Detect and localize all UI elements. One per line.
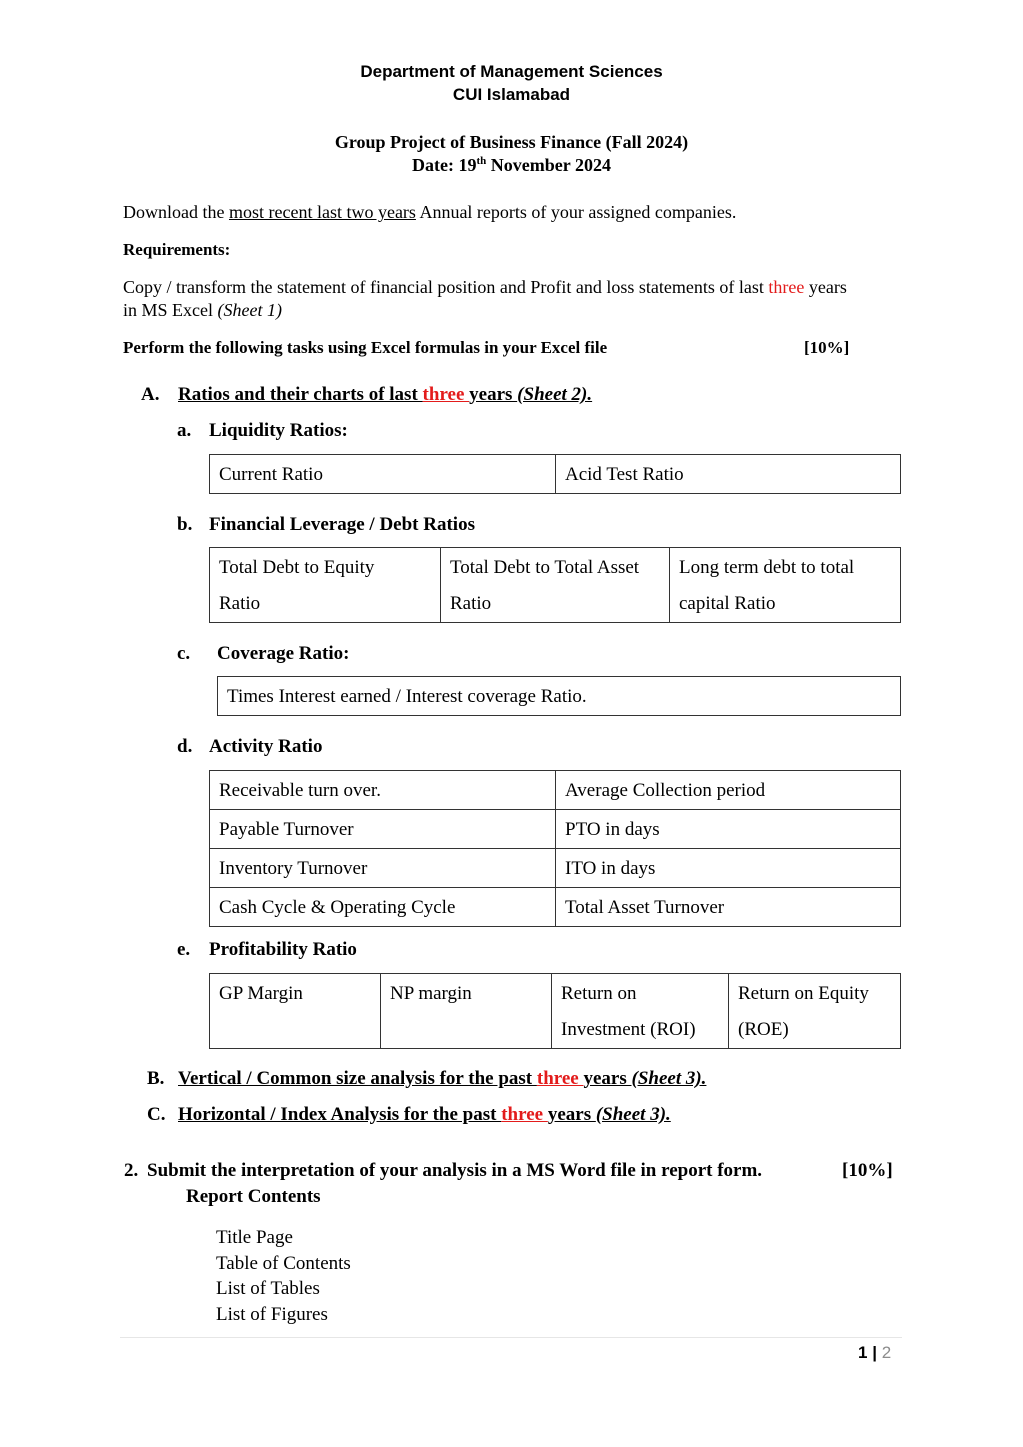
section-c-title-red: three	[501, 1104, 548, 1125]
list-item: Table of Contents	[216, 1252, 351, 1274]
section-c-title-mid: years	[547, 1104, 596, 1125]
table-row	[210, 810, 901, 849]
table-cell	[552, 974, 729, 1049]
table-row	[210, 974, 901, 1049]
liquidity-ratios-table	[209, 454, 901, 494]
section-b-title-italic: (Sheet 3).	[631, 1068, 707, 1089]
subsection-a-letter: a.	[177, 420, 192, 441]
subsection-b-title: Financial Leverage / Debt Ratios	[209, 514, 475, 535]
copy-line1-red: three	[768, 277, 805, 297]
subsection-e-title: Profitability Ratio	[209, 939, 357, 960]
table-cell	[729, 974, 901, 1049]
project-date	[0, 155, 1023, 176]
table-row	[210, 771, 901, 810]
cell-line: Total Debt to Total Asset	[450, 557, 640, 578]
copy-instruction-line2	[123, 300, 282, 321]
subsection-b-letter: b.	[177, 514, 193, 535]
section-a-title-red: three	[422, 384, 470, 405]
table-cell: Current Ratio	[210, 455, 556, 494]
date-suffix: November 2024	[486, 155, 611, 175]
copy-instruction-line1	[123, 277, 847, 298]
section-a-title-italic: (Sheet 2).	[517, 384, 593, 405]
activity-ratios-table	[209, 770, 901, 927]
debt-ratios-table	[209, 547, 901, 623]
cell-line: (ROE)	[738, 1019, 789, 1040]
download-underlined: most recent last two years	[228, 202, 416, 222]
section-a-title-prefix: Ratios and their charts of last	[178, 384, 423, 405]
table-cell	[210, 548, 441, 623]
table-row	[210, 849, 901, 888]
coverage-ratio-table	[217, 676, 901, 716]
section-b-title-red: three	[536, 1068, 584, 1089]
table-cell: Times Interest earned / Interest coverage Ratio.	[218, 677, 901, 716]
cell-line: Return on Equity	[738, 983, 869, 1004]
cell-line	[390, 1012, 542, 1048]
page-total: 2	[881, 1343, 892, 1362]
profitability-ratios-table	[209, 973, 901, 1049]
section-2-title: Submit the interpretation of your analysis in a MS Word file in report form.	[147, 1160, 763, 1181]
page-number	[858, 1343, 891, 1363]
cell-line: NP margin	[390, 983, 472, 1004]
subsection-c-letter: c.	[177, 643, 191, 664]
perform-instruction: Perform the following tasks using Excel formulas in your Excel file	[123, 338, 608, 357]
institution-heading: CUI Islamabad	[452, 85, 571, 104]
copy-line2-italic: (Sheet 1)	[217, 300, 282, 320]
section-a-title-mid: years	[469, 384, 518, 405]
report-contents-list	[216, 1225, 351, 1327]
download-instruction	[123, 202, 736, 223]
download-prefix: Download the	[123, 202, 229, 222]
table-cell	[381, 974, 552, 1049]
section-c-title	[178, 1104, 671, 1126]
date-prefix: Date: 19	[412, 155, 477, 175]
cell-line: Total Debt to Equity	[219, 557, 375, 578]
subsection-c-title: Coverage Ratio:	[217, 643, 350, 664]
copy-line1-suffix: years	[804, 277, 847, 297]
subsection-d-letter: d.	[177, 736, 193, 757]
table-cell: ITO in days	[556, 849, 901, 888]
list-item: List of Tables	[216, 1278, 320, 1299]
perform-weight: [10%]	[804, 338, 850, 357]
download-suffix: Annual reports of your assigned companies.	[415, 202, 737, 222]
section-b-title-prefix: Vertical / Common size analysis for the past	[178, 1068, 537, 1089]
section-2-weight: [10%]	[842, 1160, 893, 1181]
cell-line	[219, 1012, 371, 1048]
cell-line: Ratio	[450, 593, 492, 614]
date-superscript: th	[476, 155, 487, 167]
list-item: List of Figures	[216, 1303, 328, 1325]
section-b-title	[178, 1068, 706, 1090]
cell-line: Investment (ROI)	[561, 1019, 696, 1040]
table-cell	[441, 548, 670, 623]
subsection-d-title: Activity Ratio	[209, 736, 323, 757]
table-row	[210, 455, 901, 494]
project-title: Group Project of Business Finance (Fall 2024)	[334, 132, 689, 152]
section-b-letter: B.	[147, 1068, 165, 1089]
section-c-title-italic: (Sheet 3).	[595, 1104, 671, 1125]
table-row	[210, 548, 901, 623]
table-cell: Inventory Turnover	[210, 849, 556, 888]
list-item: Title Page	[216, 1227, 293, 1248]
department-heading: Department of Management Sciences	[360, 62, 663, 81]
cell-line: Return on	[561, 983, 637, 1004]
table-cell: Average Collection period	[556, 771, 901, 810]
subsection-e-letter: e.	[177, 939, 191, 960]
table-cell	[670, 548, 901, 623]
section-a-letter: A.	[141, 384, 160, 405]
cell-line: GP Margin	[219, 983, 303, 1004]
table-row	[218, 677, 901, 716]
table-row	[210, 888, 901, 927]
subsection-a-title: Liquidity Ratios:	[209, 420, 348, 441]
cell-line: Ratio	[219, 593, 261, 614]
cell-line: capital Ratio	[679, 593, 776, 614]
section-b-title-mid: years	[583, 1068, 632, 1089]
section-c-letter: C.	[147, 1104, 166, 1125]
page-separator: |	[872, 1343, 877, 1362]
copy-line2-prefix: in MS Excel	[123, 300, 218, 320]
footer-divider	[120, 1337, 902, 1338]
copy-line1-prefix: Copy / transform the statement of financial position and Profit and loss statements of last	[123, 277, 769, 297]
table-cell	[210, 974, 381, 1049]
table-cell: Payable Turnover	[210, 810, 556, 849]
table-cell: Receivable turn over.	[210, 771, 556, 810]
table-cell: Total Asset Turnover	[556, 888, 901, 927]
page-current: 1	[858, 1343, 868, 1362]
report-contents-label: Report Contents	[186, 1186, 321, 1207]
section-a-title	[178, 384, 592, 406]
section-c-title-prefix: Horizontal / Index Analysis for the past	[178, 1104, 502, 1125]
cell-line: Long term debt to total	[679, 557, 855, 578]
section-2-number: 2.	[124, 1160, 139, 1181]
requirements-label: Requirements:	[123, 240, 231, 259]
table-cell: Cash Cycle & Operating Cycle	[210, 888, 556, 927]
table-cell: PTO in days	[556, 810, 901, 849]
table-cell: Acid Test Ratio	[556, 455, 901, 494]
